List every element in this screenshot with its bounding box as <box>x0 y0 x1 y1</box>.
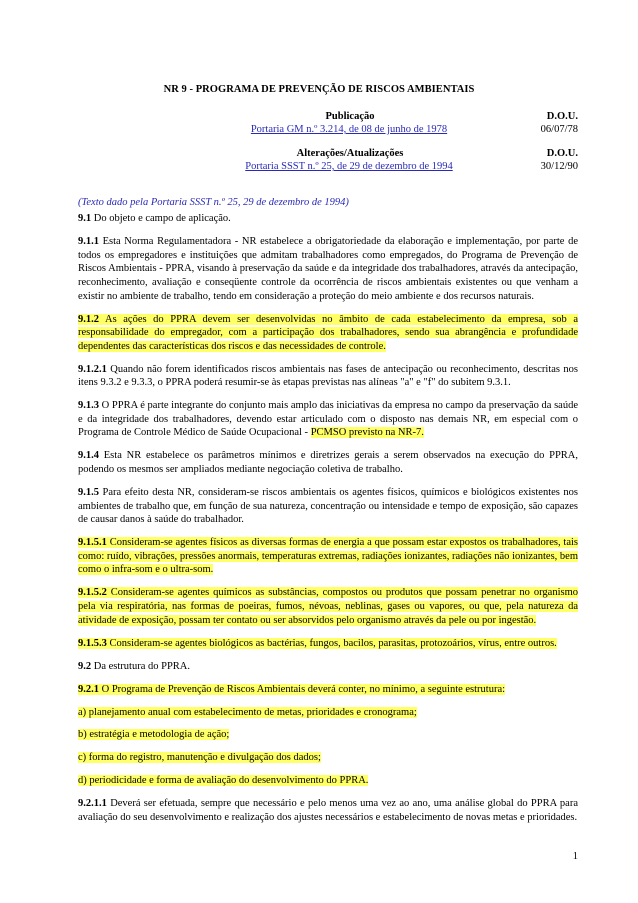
section-number: 9.1.1 <box>78 236 99 248</box>
section-text: Esta NR estabelece os parâmetros mínimos e diretrizes gerais a serem observados na execução do PPRA, podendo os mesmos ser ampliados mediante negociação coletiva de trabalho. <box>78 450 578 476</box>
alteracoes-date: 30/12/90 <box>540 161 578 172</box>
list-item-text: a) planejamento anual com estabelecimento de metas, prioridades e cronograma; <box>78 706 417 718</box>
list-item-a <box>78 706 578 720</box>
section-9-1-5-1 <box>78 536 578 577</box>
section-number: 9.1.5.3 <box>78 637 107 649</box>
section-text: Deverá ser efetuada, sempre que necessário e pelo menos uma vez ao ano, uma análise global do PPRA para avaliação do seu desenvolvimento e realização dos ajustes necessários e estabelecimento de novas metas e prioridades. <box>78 798 578 824</box>
section-9-1-4 <box>78 449 578 476</box>
section-9-2 <box>78 660 578 674</box>
section-text: Do objeto e campo de aplicação. <box>91 213 231 225</box>
alteracoes-portaria-link[interactable]: Portaria SSST n.º 25, de 29 de dezembro de 1994 <box>245 161 453 172</box>
section-number: 9.1.2 <box>78 313 99 325</box>
section-text: Para efeito desta NR, consideram-se riscos ambientais os agentes físicos, químicos e biológicos existentes nos ambientes de trabalho que, em função de sua natureza, concentração ou intensidade e tempo de exposição, são capazes de causar danos à saúde do trabalhador. <box>78 487 578 526</box>
section-text: As ações do PPRA devem ser desenvolvidas no âmbito de cada estabelecimento da empresa, sob a responsabilidade do empregador, com a participação dos trabalhadores, sendo sua abrangência e profundidade dependentes das características dos riscos e das necessidades de controle. <box>78 313 578 352</box>
document-title: NR 9 - PROGRAMA DE PREVENÇÃO DE RISCOS AMBIENTAIS <box>163 84 475 95</box>
section-text: Quando não forem identificados riscos ambientais nas fases de antecipação ou reconhecimento, descritas nos itens 9.3.2 e 9.3.3, o PPRA poderá resumir-se às etapas previstas nas alíneas "a" e "f" do subitem 9.3.1. <box>78 363 578 389</box>
section-text: O PPRA é parte integrante do conjunto mais amplo das iniciativas da empresa no campo da preservação da saúde e da integridade dos trabalhadores, devendo estar articulado com o disposto nas demais NR, em especial com o Programa de Controle Médico de Saúde Ocupacional - <box>78 400 578 439</box>
publicacao-label: Publicação <box>325 111 375 122</box>
section-text: O Programa de Prevenção de Riscos Ambientais deverá conter, no mínimo, a seguinte estrutura: <box>99 683 506 695</box>
section-text: Consideram-se agentes físicos as diversas formas de energia a que possam estar expostos os trabalhadores, tais como: ruído, vibrações, pressões anormais, temperaturas extremas, radiações ionizantes, radiações não ionizantes, bem como o infra-som e o ultra-som. <box>78 537 578 576</box>
list-item-text: b) estratégia e metodologia de ação; <box>78 729 230 741</box>
publicacao-portaria-link[interactable]: Portaria GM n.º 3.214, de 08 de junho de 1978 <box>250 124 448 135</box>
document-body <box>78 196 578 834</box>
section-9-1-5-3 <box>78 637 578 651</box>
intro-note: (Texto dado pela Portaria SSST n.º 25, 29 de dezembro de 1994) <box>78 197 349 208</box>
section-9-1-5 <box>78 486 578 527</box>
section-number: 9.2.1.1 <box>78 798 107 810</box>
highlighted-text: PCMSO previsto na NR-7. <box>310 427 424 439</box>
section-number: 9.1.2.1 <box>78 363 107 375</box>
list-item-d <box>78 774 578 788</box>
section-9-1-5-2 <box>78 586 578 627</box>
section-number: 9.1.5.1 <box>78 537 107 549</box>
section-text: Esta Norma Regulamentadora - NR estabelece a obrigatoriedade da elaboração e implementação, por parte de todos os empregadores e instituições que admitam trabalhadores como empregados, do Programa de Prevenção de Riscos Ambientais - PPRA, visando à preservação da saúde e da integridade dos trabalhadores, através da antecipação, reconhecimento, avaliação e conseqüente controle da ocorrência de riscos ambientais existentes ou que venham a existir no ambiente de trabalho, tendo em consideração a proteção do meio ambiente e dos recursos naturais. <box>78 236 578 302</box>
section-number: 9.1.5 <box>78 487 99 499</box>
section-text: Consideram-se agentes químicos as substâncias, compostos ou produtos que possam penetrar no organismo pela via respiratória, nas formas de poeiras, fumos, névoas, neblinas, gases ou vapores, ou que, pela natureza da atividade de exposição, possam ter contato ou ser absorvidos pelo organismo através da pele ou por ingestão. <box>78 587 578 626</box>
section-9-1-1 <box>78 235 578 303</box>
page-number: 1 <box>572 851 578 862</box>
publicacao-date: 06/07/78 <box>540 124 578 135</box>
section-number: 9.1.3 <box>78 400 99 412</box>
section-number: 9.2.1 <box>78 683 99 695</box>
dou-label-2: D.O.U. <box>546 148 578 159</box>
section-9-2-1 <box>78 683 578 697</box>
section-number: 9.1 <box>78 213 92 225</box>
section-9-1-2-1 <box>78 363 578 390</box>
section-9-1-3 <box>78 399 578 440</box>
section-9-1-2 <box>78 313 578 354</box>
section-text: Da estrutura do PPRA. <box>91 660 190 672</box>
section-number: 9.2 <box>78 660 92 672</box>
section-9-1 <box>78 212 578 226</box>
section-text: Consideram-se agentes biológicos as bactérias, fungos, bacilos, parasitas, protozoários, vírus, entre outros. <box>106 637 557 649</box>
list-item-text: d) periodicidade e forma de avaliação do desenvolvimento do PPRA. <box>78 775 369 787</box>
alteracoes-label: Alterações/Atualizações <box>296 148 404 159</box>
section-number: 9.1.4 <box>78 450 99 462</box>
section-9-2-1-1 <box>78 797 578 824</box>
list-item-c <box>78 751 578 765</box>
section-number: 9.1.5.2 <box>78 587 107 599</box>
list-item-b <box>78 728 578 742</box>
dou-label-1: D.O.U. <box>546 111 578 122</box>
list-item-text: c) forma do registro, manutenção e divulgação dos dados; <box>78 752 321 764</box>
